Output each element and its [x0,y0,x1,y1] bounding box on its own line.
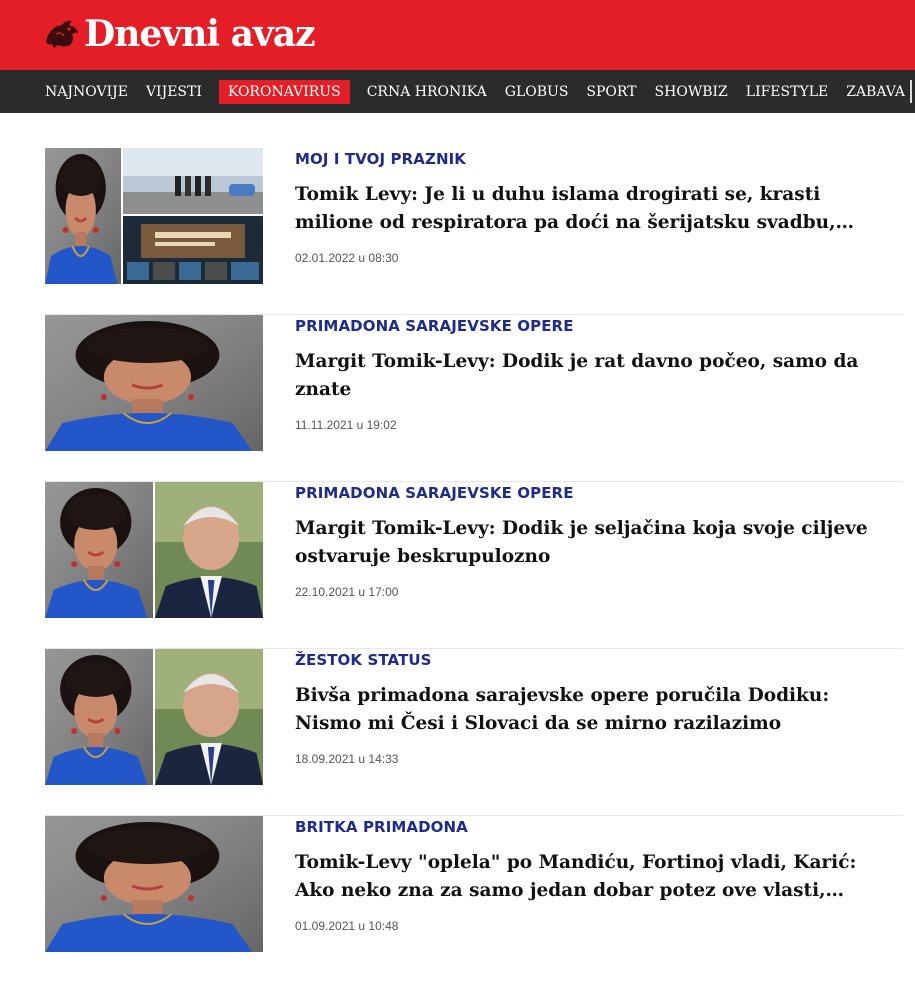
nav-item-koronavirus[interactable]: KORONAVIRUS [219,80,350,104]
article-headline[interactable]: Margit Tomik-Levy: Dodik je rat davno počeo, samo da znate [295,351,859,400]
site-logo[interactable] [42,14,315,54]
article-image [45,148,263,284]
article-item[interactable] [45,482,903,649]
article-meta [295,148,895,265]
article-feed [45,148,903,983]
main-navigation [0,70,915,113]
article-kicker[interactable]: PRIMADONA SARAJEVSKE OPERE [295,484,574,502]
article-item[interactable] [45,148,903,315]
article-kicker[interactable]: PRIMADONA SARAJEVSKE OPERE [295,317,574,335]
nav-item-zabava[interactable]: ZABAVA [846,83,906,100]
article-date: 22.10.2021 u 17:00 [295,585,399,599]
horse-logo-icon [42,14,82,54]
article-thumbnail[interactable] [45,649,263,785]
article-thumbnail[interactable] [45,816,263,952]
article-kicker[interactable]: ŽESTOK STATUS [295,651,432,669]
article-date: 01.09.2021 u 10:48 [295,919,399,933]
article-headline[interactable]: Bivša primadona sarajevske opere poručila Dodiku: Nismo mi Česi i Slovaci da se mirno razilazimo [295,685,830,734]
article-image [45,315,263,451]
article-headline[interactable]: Tomik Levy: Je li u duhu islama drogirati se, krasti milione od respiratora pa doći na šerijatsku svadbu, [295,184,836,233]
article-date: 02.01.2022 u 08:30 [295,251,399,265]
nav-item-globus[interactable]: GLOBUS [504,83,569,100]
article-headline[interactable]: Margit Tomik-Levy: Dodik je seljačina koja svoje ciljeve ostvaruje beskrupulozno [295,518,868,567]
article-meta [295,649,895,766]
article-kicker[interactable]: MOJ I TVOJ PRAZNIK [295,150,467,168]
article-image [45,482,263,618]
article-image [45,816,263,952]
nav-item-najnovije[interactable]: NAJNOVIJE [45,83,128,100]
article-date: 18.09.2021 u 14:33 [295,752,399,766]
nav-divider [910,80,912,103]
article-image [45,649,263,785]
article-item[interactable] [45,816,903,983]
nav-item-showbiz[interactable]: SHOWBIZ [654,83,728,100]
article-meta [295,315,895,432]
nav-item-vijesti[interactable]: VIJESTI [145,83,202,100]
article-meta [295,482,895,599]
nav-item-sport[interactable]: SPORT [586,83,637,100]
nav-item-lifestyle[interactable]: LIFESTYLE [745,83,829,100]
article-item[interactable] [45,315,903,482]
article-date: 11.11.2021 u 19:02 [295,418,397,432]
article-meta [295,816,895,933]
article-item[interactable] [45,649,903,816]
article-kicker[interactable]: BRITKA PRIMADONA [295,818,468,836]
article-thumbnail[interactable] [45,148,263,284]
masthead [0,0,915,70]
article-headline[interactable]: Tomik-Levy "oplela" po Mandiću, Fortinoj vladi, Karić: Ako neko zna za samo jedan dobar potez ove vlasti, [295,852,857,901]
nav-item-crna-hronika[interactable]: CRNA HRONIKA [366,83,487,100]
logo-text: Dnevni avaz [84,13,315,55]
article-thumbnail[interactable] [45,315,263,451]
article-thumbnail[interactable] [45,482,263,618]
